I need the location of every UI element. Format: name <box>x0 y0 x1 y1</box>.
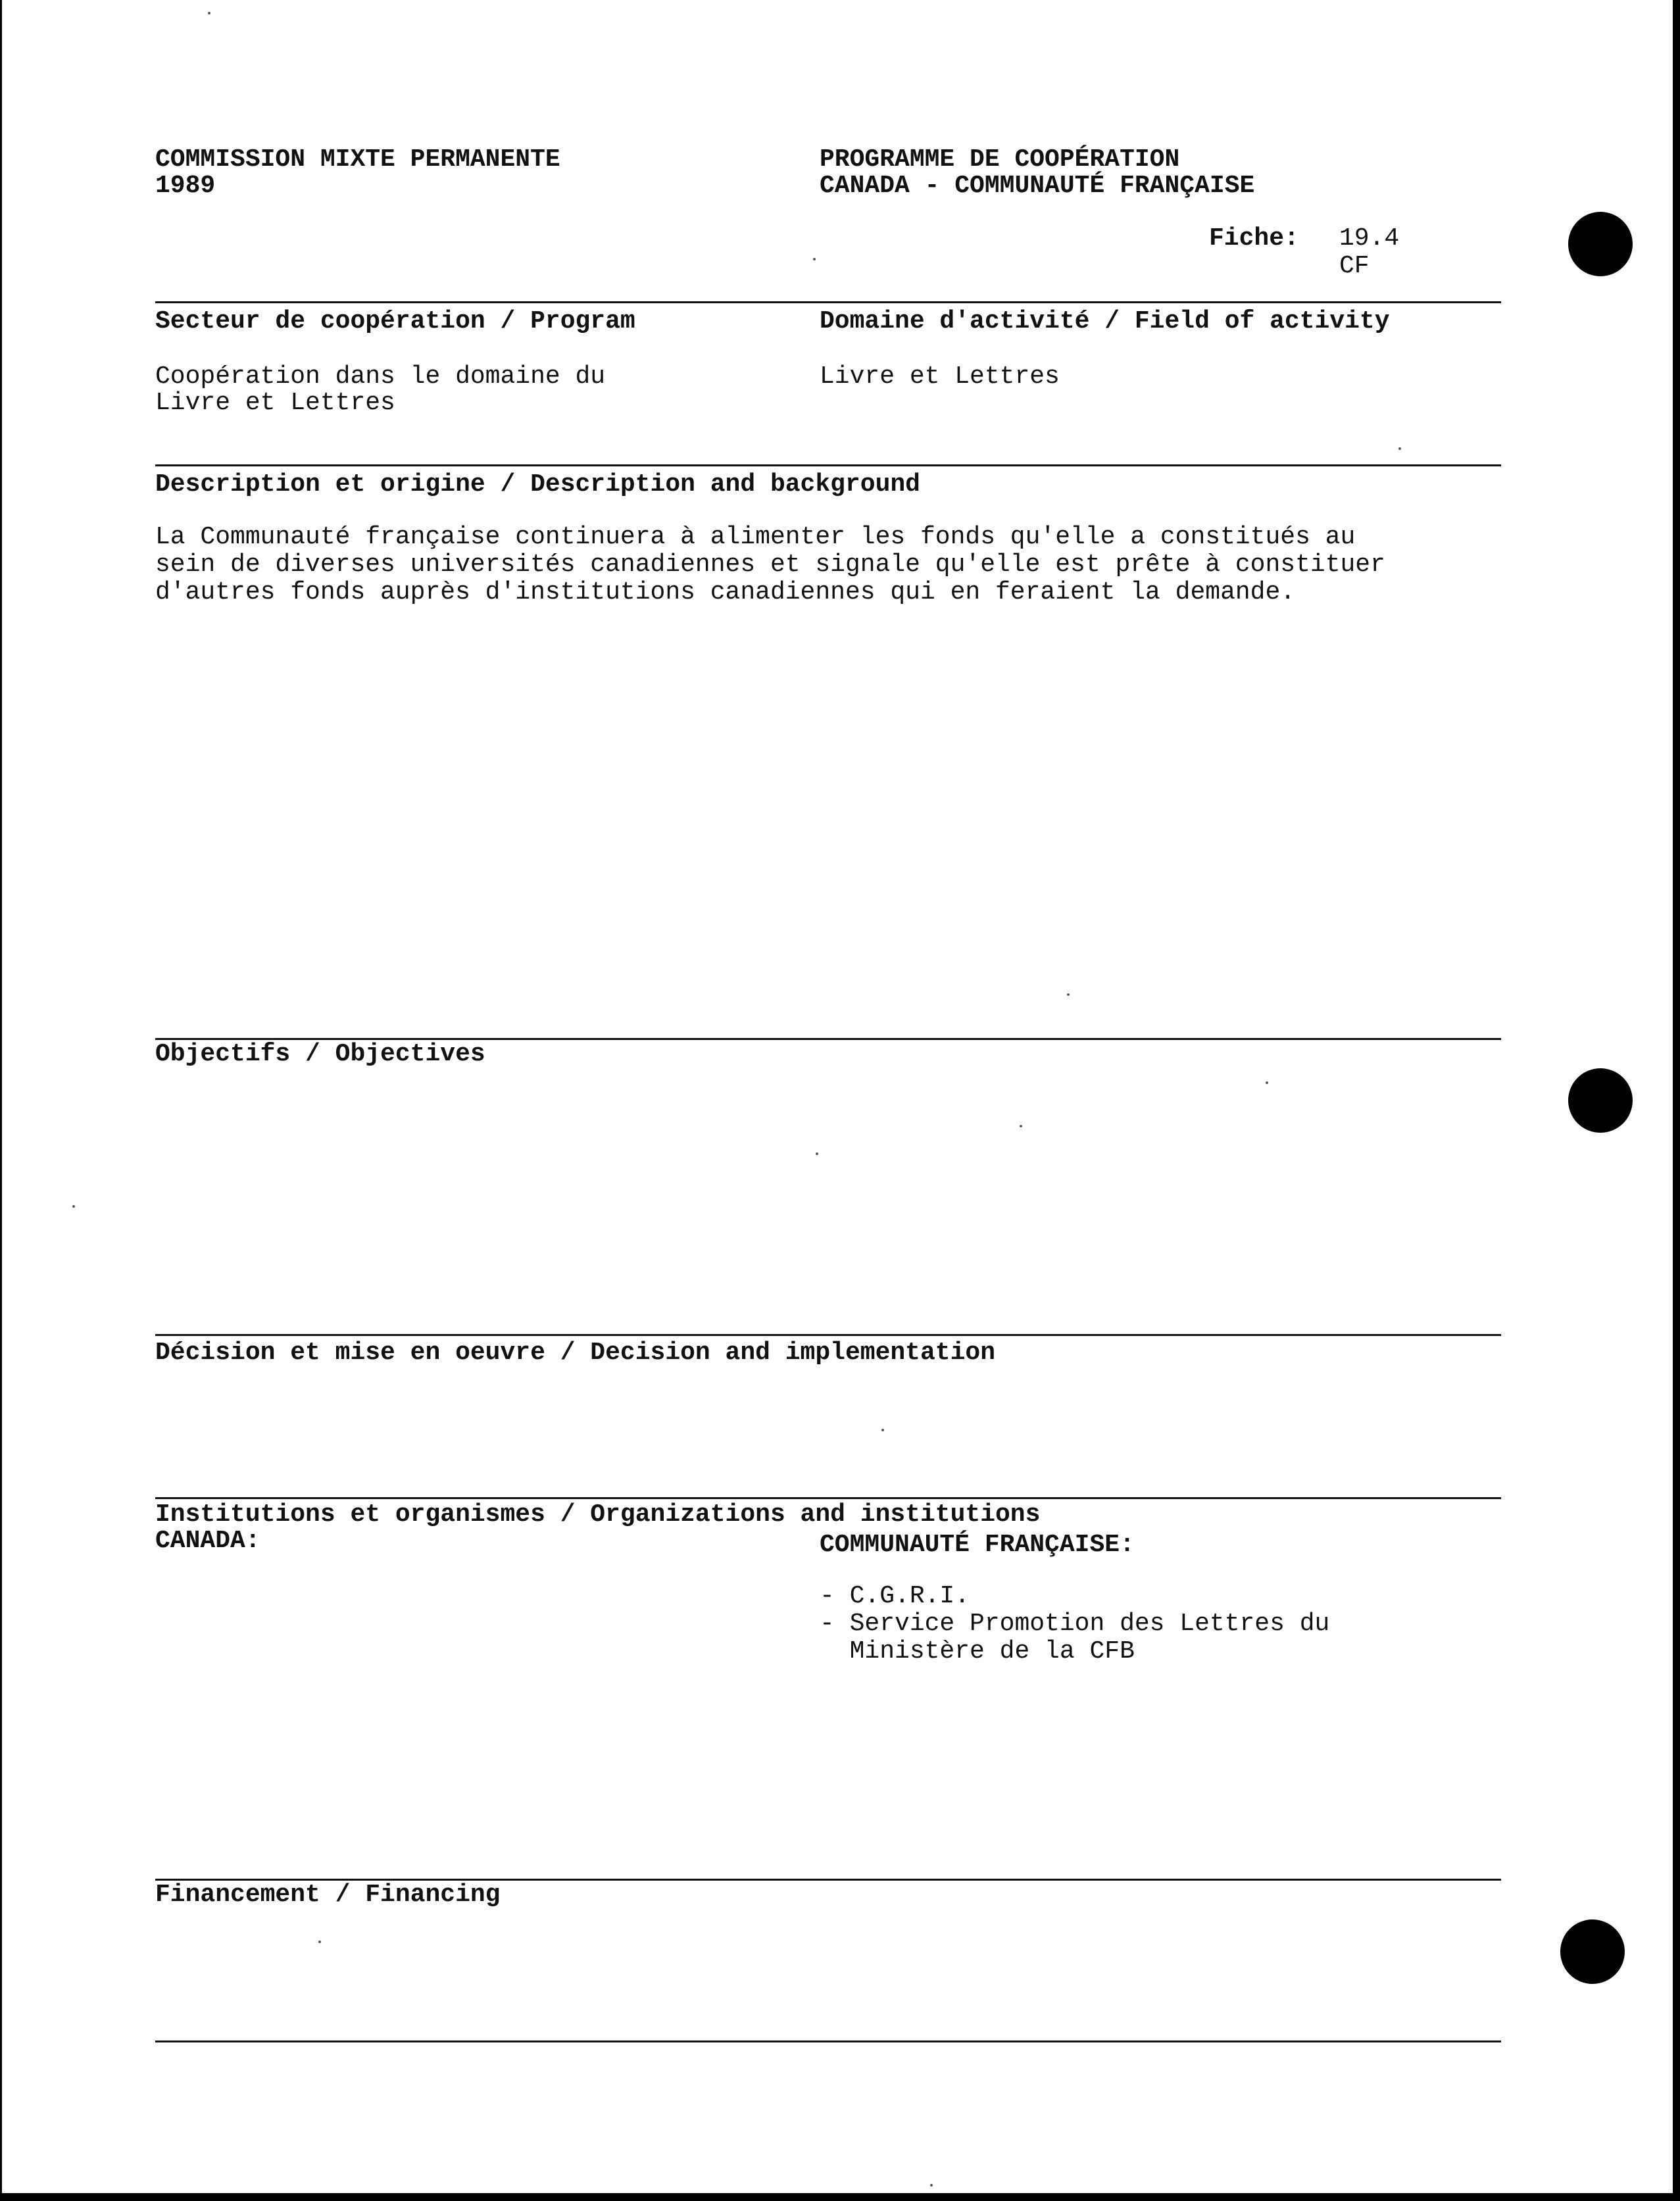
decision-heading: Décision et mise en oeuvre / Decision and implementation <box>155 1339 996 1367</box>
scan-speck <box>318 1941 321 1943</box>
scan-edge-bottom <box>0 2193 1680 2201</box>
scan-speck <box>1398 447 1401 450</box>
header-commission: COMMISSION MIXTE PERMANENTE <box>155 145 560 174</box>
list-item: - Service Promotion des Lettres du <box>820 1610 1330 1638</box>
header-year: 1989 <box>155 172 216 200</box>
financement-heading: Financement / Financing <box>155 1881 501 1909</box>
list-item: - C.G.R.I. <box>820 1582 970 1610</box>
list-item: Ministère de la CFB <box>820 1637 1135 1666</box>
institutions-list <box>820 1583 1329 1666</box>
punch-hole-top <box>1568 212 1633 276</box>
section-divider <box>155 1334 1501 1336</box>
fiche-number: 19.4 <box>1339 224 1400 253</box>
section-divider <box>155 301 1501 303</box>
scan-speck <box>1067 993 1070 996</box>
objectifs-heading: Objectifs / Objectives <box>155 1040 485 1068</box>
scan-speck <box>930 2184 933 2187</box>
punch-hole-middle <box>1568 1068 1633 1133</box>
punch-hole-bottom <box>1560 1919 1625 1984</box>
scan-speck <box>813 258 816 260</box>
scan-speck <box>1266 1081 1268 1084</box>
secteur-value-line2: Livre et Lettres <box>155 389 395 417</box>
header-programme: PROGRAMME DE COOPÉRATION <box>820 145 1180 174</box>
description-heading: Description et origine / Description and background <box>155 470 920 499</box>
institutions-heading: Institutions et organismes / Organizations and institutions <box>155 1500 1041 1529</box>
domaine-heading: Domaine d'activité / Field of activity <box>820 307 1390 335</box>
section-divider <box>155 1497 1501 1499</box>
fiche-code: CF <box>1339 252 1370 280</box>
scan-speck <box>72 1205 75 1208</box>
description-line: La Communauté française continuera à alimenter les fonds qu'elle a constitués au <box>155 523 1356 551</box>
secteur-value-line1: Coopération dans le domaine du <box>155 362 606 391</box>
section-divider <box>155 2040 1501 2042</box>
scan-speck <box>816 1152 818 1155</box>
scan-speck <box>881 1429 884 1431</box>
header-canada-communaute: CANADA - COMMUNAUTÉ FRANÇAISE <box>820 172 1255 200</box>
canada-label: CANADA: <box>155 1527 260 1555</box>
scan-speck <box>1020 1125 1022 1127</box>
domaine-value: Livre et Lettres <box>820 362 1060 391</box>
scan-edge-left <box>0 0 2 2201</box>
scan-speck <box>208 12 210 14</box>
fiche-label: Fiche: <box>1209 224 1299 253</box>
scan-edge-right <box>1673 0 1680 2201</box>
description-line: sein de diverses universités canadiennes et signale qu'elle est prête à constituer <box>155 551 1385 579</box>
secteur-heading: Secteur de coopération / Program <box>155 307 635 335</box>
description-line: d'autres fonds auprès d'institutions canadiennes qui en feraient la demande. <box>155 578 1296 606</box>
section-divider <box>155 464 1501 466</box>
communaute-label: COMMUNAUTÉ FRANÇAISE: <box>820 1531 1135 1559</box>
